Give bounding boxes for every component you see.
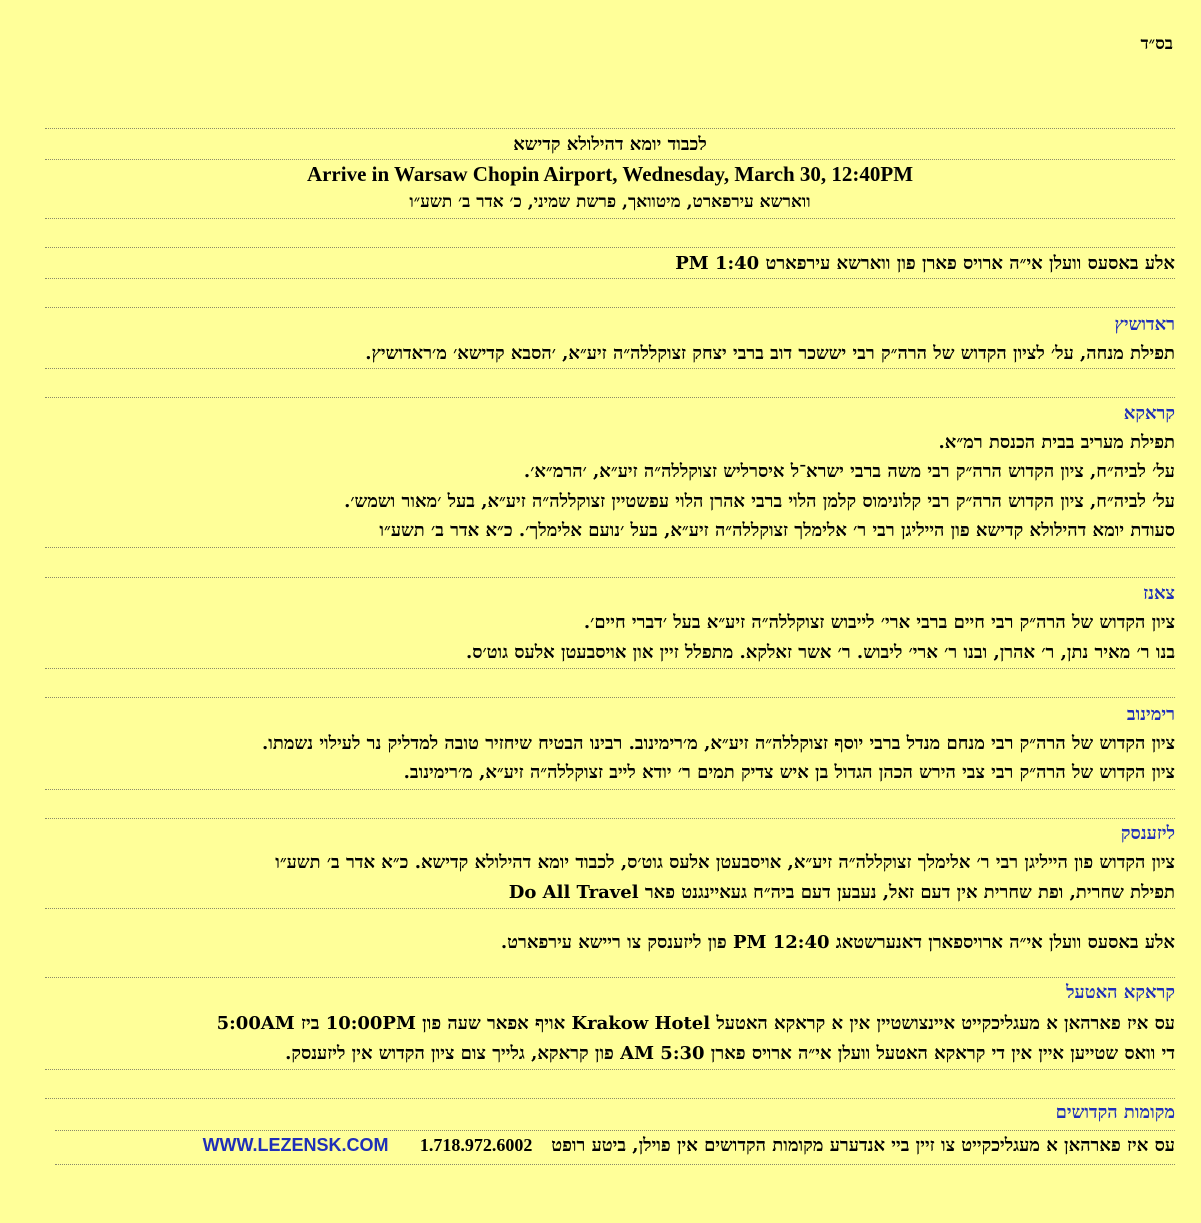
divider (45, 159, 1175, 160)
divider (45, 397, 1175, 398)
divider (45, 218, 1175, 219)
divider (45, 789, 1175, 790)
section-line: ציון הקדוש של הרה״ק רבי צבי הירש הכהן הגדול בן איש צדיק תמים ר׳ יודא לייב זצוקללה״ה זיע״א, מ׳רימינוב. (403, 762, 1175, 783)
holy-places-text: עס איז פארהאן א מעגליכקייט צו זיין ביי אנדערע מקומות הקדושים אין פוילן, ביטע רופט (551, 1135, 1175, 1156)
section-line: ציון הקדוש של הרה״ק רבי מנחם מנדל ברבי יוסף זצוקללה״ה זיע״א, מ׳רימינוב. רבינו הבטיח שיחזיר טובה למדליק נר לעילוי נשמתו. (261, 733, 1175, 754)
section-line: תפילת שחרית, ופת שחרית אין דעם זאל, נעבען דעם ביה״ח געאיינגנט פאר Do All Travel (508, 882, 1175, 903)
divider (45, 818, 1175, 819)
divider (45, 697, 1175, 698)
divider (45, 1098, 1175, 1099)
hotel-line: די וואס שטייען איין אין די קראקא האטעל וועלן אי״ה ארויס פארן 5:30 AM פון קראקא, גלייך צום ציון הקדוש אין ליזענסק. (285, 1043, 1175, 1064)
divider (45, 977, 1175, 978)
section-line: סעודת יומא דהילולא קדישא פון הייליגן רבי ר׳ אלימלך זצוקללה״ה זיע״א, בעל ׳נועם אלימלך׳. כ״א אדר ב׳ תשע״ו (379, 520, 1175, 541)
divider (45, 547, 1175, 548)
divider (45, 1069, 1175, 1070)
section-line: ציון הקדוש של הרה״ק רבי חיים ברבי ארי׳ לייבוש זצוקללה״ה זיע״א בעל ׳דברי חיים׳. (583, 612, 1175, 633)
section-heading-krakow: קראקא (1123, 403, 1175, 424)
phone-number: 1.718.972.6002 (419, 1135, 533, 1155)
header-title-hebrew: לכבוד יומא דהילולא קדישא (513, 134, 707, 155)
divider (45, 307, 1175, 308)
section-line: ציון הקדוש פון הייליגן רבי ר׳ אלימלך זצוקללה״ה זיע״א, אויסבעטן אלעס גוט׳ס, לכבוד יומא דהילולא קדישא. כ״א אדר ב׳ תשע״ו (275, 852, 1175, 873)
divider (45, 368, 1175, 369)
header-subtitle-hebrew: ווארשא עירפארט, מיטוואך, פרשת שמיני, כ׳ אדר ב׳ תשע״ו (409, 192, 811, 212)
divider (55, 1130, 1175, 1131)
section-heading-holy-places: מקומות הקדושים (1055, 1102, 1175, 1123)
website-link[interactable]: WWW.LEZENSK.COM (202, 1135, 389, 1155)
divider (45, 278, 1175, 279)
divider (45, 668, 1175, 669)
departure-line: אלע באסעס וועלן אי״ה ארויס פארן פון ווארשא עירפארט 1:40 PM (675, 253, 1175, 274)
divider (45, 577, 1175, 578)
section-line: בנו ר׳ מאיר נתן, ר׳ אהרן, ובנו ר׳ ארי׳ ליבוש. ר׳ אשר זאלקא. מתפלל זיין און אויסבעטן אלעס גוט׳ס. (465, 642, 1175, 663)
section-line: תפילת מעריב בבית הכנסת רמ״א. (938, 432, 1175, 453)
return-line: אלע באסעס וועלן אי״ה ארויספארן דאנערשטאג 12:40 PM פון ליזענסק צו ריישא עירפארט. (500, 932, 1175, 953)
holy-places-line (55, 1135, 1175, 1156)
divider (45, 247, 1175, 248)
section-heading-sanz: צאנז (1143, 583, 1175, 604)
section-heading-radoshitz: ראדושיץ (1114, 314, 1175, 335)
top-mark: בס״ד (1140, 34, 1173, 54)
section-line: תפילת מנחה, על׳ לציון הקדוש של הרה״ק רבי יששכר דוב ברבי יצחק זצוקללה״ה זיע״א, ׳הסבא קדישא׳ מ׳ראדושיץ. (365, 343, 1175, 364)
divider (45, 128, 1175, 129)
divider (55, 1164, 1175, 1165)
section-line: על׳ לביה״ח, ציון הקדוש הרה״ק רבי משה ברבי ישרא־ל איסרליש זצוקללה״ה זיע״א, ׳הרמ״א׳. (523, 461, 1175, 482)
section-line: על׳ לביה״ח, ציון הקדוש הרה״ק רבי קלונימוס קלמן הלוי ברבי אהרן הלוי עפשטיין זצוקללה״ה זיע״א, בעל ׳מאור ושמש׳. (344, 491, 1175, 512)
section-heading-rimanov: רימינוב (1126, 704, 1175, 725)
divider (45, 908, 1175, 909)
section-heading-krakow-hotel: קראקא האטעל (1066, 982, 1175, 1003)
section-heading-lizensk: ליזענסק (1120, 823, 1175, 844)
header-title-english: Arrive in Warsaw Chopin Airport, Wednesday, March 30, 12:40PM (306, 162, 914, 186)
hotel-line: עס איז פארהאן א מעגליכקייט איינצושטיין אין א קראקא האטעל Krakow Hotel אויף אפאר שעה פון 10:00PM ביז 5:00AM (216, 1013, 1175, 1034)
